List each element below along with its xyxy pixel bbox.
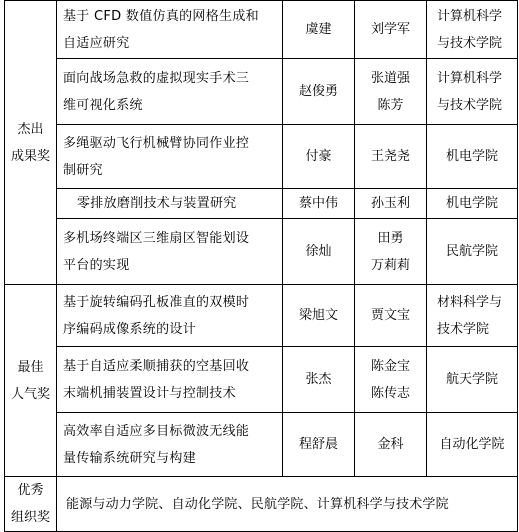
table-row: [5, 347, 518, 413]
student-name: 陈芳: [377, 97, 404, 113]
project-title-line: 序编码成像系统的设计: [63, 321, 197, 337]
project-title-line: 维可视化系统: [63, 97, 143, 113]
advisor: 虞建: [283, 1, 355, 59]
school-line: 技术学院: [437, 321, 490, 337]
advisor: 赵俊勇: [283, 59, 355, 125]
school-line: 自动化学院: [439, 437, 505, 452]
project-title-line: 基于旋转编码孔板准直的双模时: [63, 294, 250, 310]
category-label: 优秀: [17, 483, 44, 498]
category-label: 杰出: [17, 121, 44, 137]
advisor: 张杰: [283, 347, 355, 413]
advisor: 付豪: [283, 125, 355, 189]
students: [355, 59, 427, 125]
project-title-line: 高效率自适应多目标微波无线能: [63, 423, 250, 439]
students: [355, 413, 427, 477]
school: [427, 413, 518, 477]
students: [355, 219, 427, 285]
table-row: [5, 285, 518, 347]
student-name: 贾文宝: [370, 308, 410, 323]
excellence-award-schools: 能源与动力学院、自动化学院、民航学院、计算机科学与技术学院: [57, 477, 518, 532]
project-title: [57, 347, 283, 413]
project-title: [57, 413, 283, 477]
project-title-line: 末端机捕装置设计与控制技术: [63, 385, 236, 401]
table-row: [5, 189, 518, 219]
project-title-line: 零排放磨削技术与装置研究: [77, 196, 237, 211]
school-line: 材料科学与: [437, 294, 503, 310]
school-line: 与技术学院: [437, 97, 503, 113]
school-line: 民航学院: [445, 244, 498, 259]
project-title-line: 制研究: [63, 162, 103, 178]
school-line: 机电学院: [445, 149, 498, 164]
table-row: [5, 59, 518, 125]
school: [427, 59, 518, 125]
project-title-line: 基于自适应柔顺捕获的空基回收: [63, 358, 250, 374]
category-label: 组织奖: [10, 510, 50, 525]
project-title: [57, 189, 283, 219]
student-name: 张道强: [370, 70, 410, 86]
category-label: 最佳: [17, 359, 44, 375]
project-title: [57, 125, 283, 189]
school: [427, 125, 518, 189]
project-title: [57, 219, 283, 285]
table-row: [5, 125, 518, 189]
school-line: 航天学院: [445, 372, 498, 387]
school-line: 计算机科学: [437, 70, 503, 86]
student-name: 刘学军: [370, 22, 410, 37]
project-title: [57, 1, 283, 59]
project-title: [57, 285, 283, 347]
advisor: 蔡中伟: [283, 189, 355, 219]
project-title-line: 多机场终端区三维扇区智能划设: [63, 230, 250, 246]
category-label: 成果奖: [10, 148, 50, 164]
school: [427, 347, 518, 413]
school-line: 机电学院: [445, 196, 498, 211]
school: [427, 219, 518, 285]
school-line: 与技术学院: [437, 35, 503, 51]
table-row: [5, 477, 518, 532]
project-title-line: 基于 CFD 数值仿真的网格生成和: [63, 8, 259, 24]
student-name: 田勇: [377, 230, 404, 246]
students: [355, 1, 427, 59]
category-label: 人气奖: [10, 386, 50, 402]
students: [355, 347, 427, 413]
table-row: [5, 413, 518, 477]
students: [355, 285, 427, 347]
category-outstanding: [5, 1, 57, 285]
student-name: 金科: [377, 437, 404, 452]
students: [355, 125, 427, 189]
advisor: 徐灿: [283, 219, 355, 285]
school-line: 计算机科学: [437, 8, 503, 24]
school: [427, 189, 518, 219]
students: [355, 189, 427, 219]
category-excellence: [5, 477, 57, 532]
project-title-line: 平台的实现: [63, 257, 130, 273]
table-row: [5, 219, 518, 285]
student-name: 王尧尧: [370, 149, 410, 164]
project-title-line: 面向战场急救的虚拟现实手术三: [63, 70, 250, 86]
school: [427, 285, 518, 347]
student-name: 孙玉利: [370, 196, 410, 211]
project-title-line: 多绳驱动飞行机械臂协同作业控: [63, 135, 250, 151]
awards-table: [4, 0, 518, 532]
school: [427, 1, 518, 59]
project-title-line: 自适应研究: [63, 35, 130, 51]
student-name: 陈金宝: [370, 358, 410, 374]
project-title-line: 量传输系统研究与构建: [63, 450, 197, 466]
advisor: 梁旭文: [283, 285, 355, 347]
student-name: 万莉莉: [370, 257, 410, 273]
advisor: 程舒晨: [283, 413, 355, 477]
category-popular: [5, 285, 57, 477]
table-row: [5, 1, 518, 59]
student-name: 陈传志: [370, 385, 410, 401]
project-title: [57, 59, 283, 125]
